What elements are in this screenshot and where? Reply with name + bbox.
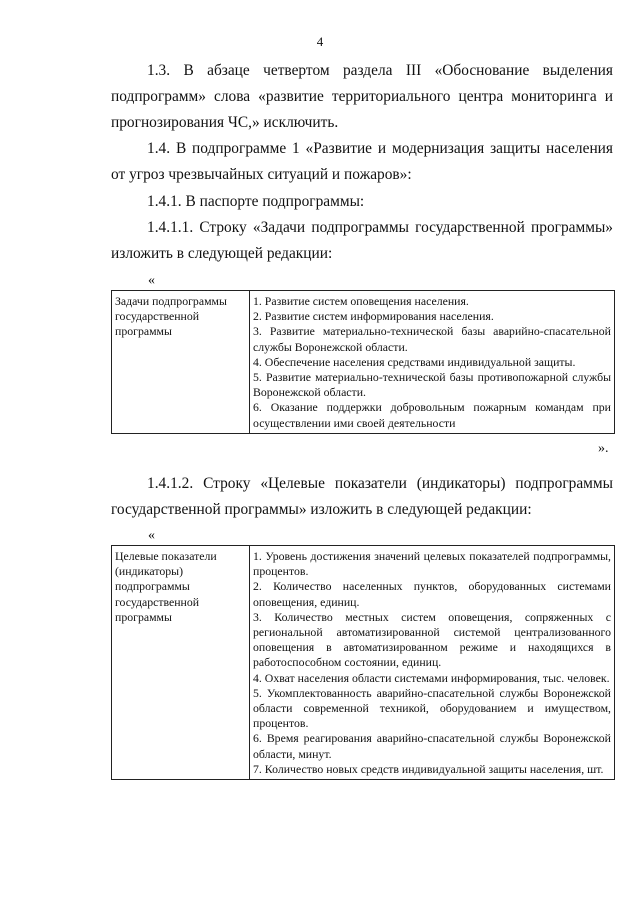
list-item: 6. Оказание поддержки добровольным пожарным командам при осуществлении ими своей деятельности xyxy=(253,400,611,430)
close-quote-1: ». xyxy=(598,441,609,456)
list-item: 1. Развитие систем оповещения населения. xyxy=(253,294,469,308)
table-row xyxy=(112,546,615,780)
indicators-label-cell: Целевые показатели (индикаторы) подпрограммы государственной программы xyxy=(112,546,250,780)
page-number: 4 xyxy=(316,34,324,49)
paragraph-1-4: 1.4. В подпрограмме 1 «Развитие и модернизация защиты населения от угроз чрезвычайных ситуаций и пожаров»: xyxy=(111,140,613,183)
list-item: 4. Обеспечение населения средствами индивидуальной защиты. xyxy=(253,354,576,369)
list-item: 7. Количество новых средств индивидуальной защиты населения, шт. xyxy=(253,761,604,776)
list-item: 1. Уровень достижения значений целевых показателей подпрограммы, процентов. xyxy=(253,549,611,579)
indicators-content-cell xyxy=(250,546,615,780)
tasks-table xyxy=(111,290,615,434)
list-item: 3. Развитие материально-технической базы аварийно-спасательной службы Воронежской области. xyxy=(253,324,611,354)
tasks-content-cell xyxy=(250,291,615,434)
list-item: 5. Развитие материально-технической базы противопожарной службы Воронежской области. xyxy=(253,370,611,400)
list-item: 3. Количество местных систем оповещения, сопряженных с региональной автоматизированной системой централизованного оповещения в автоматизированном режиме и находящихся в работоспособном состоянии, единиц. xyxy=(253,609,611,670)
list-item: 2. Развитие систем информирования населения. xyxy=(253,309,494,324)
paragraph-1-4-1: 1.4.1. В паспорте подпрограммы: xyxy=(147,193,365,210)
table-row xyxy=(112,291,615,434)
tasks-label-cell: Задачи подпрограммы государственной программы xyxy=(112,291,250,434)
list-item: 4. Охват населения области системами информирования, тыс. человек. xyxy=(253,670,610,685)
indicators-table xyxy=(111,545,615,780)
paragraph-1-3: 1.3. В абзаце четвертом раздела III «Обоснование выделения подпрограмм» слова «развитие территориального центра мониторинга и прогнозирования ЧС,» исключить. xyxy=(111,62,613,131)
list-item: 5. Укомплектованность аварийно-спасательной службы Воронежской области современной техникой, оборудованием и имуществом, процентов. xyxy=(253,685,611,731)
open-quote-1: « xyxy=(148,273,155,288)
paragraph-1-4-1-1: 1.4.1.1. Строку «Задачи подпрограммы государственной программы» изложить в следующей редакции: xyxy=(111,219,613,262)
list-item: 2. Количество населенных пунктов, оборудованных системами оповещения, единиц. xyxy=(253,579,611,609)
open-quote-2: « xyxy=(148,528,155,543)
list-item: 6. Время реагирования аварийно-спасательной службы Воронежской области, минут. xyxy=(253,731,611,761)
paragraph-1-4-1-2: 1.4.1.2. Строку «Целевые показатели (индикаторы) подпрограммы государственной программы» изложить в следующей редакции: xyxy=(111,475,613,518)
